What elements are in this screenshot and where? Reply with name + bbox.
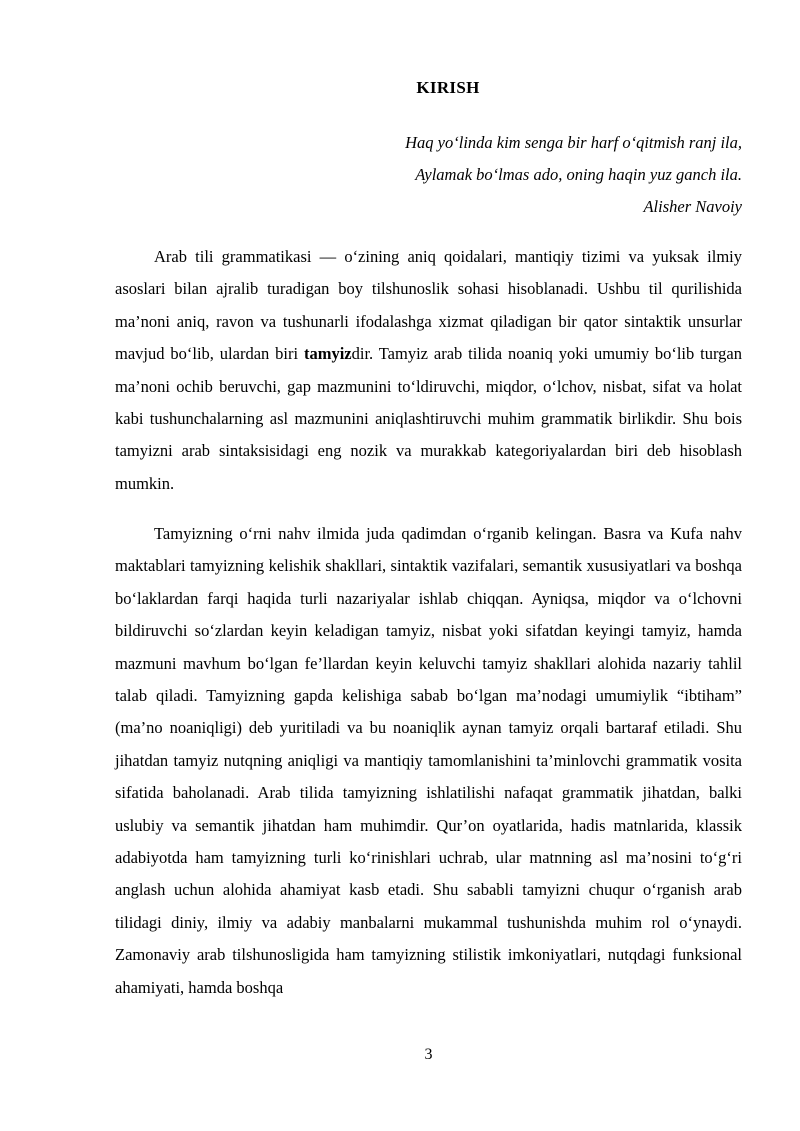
paragraph-1: [115, 241, 742, 500]
paragraph-2-block: [115, 518, 742, 1004]
page-number: 3: [424, 1046, 433, 1063]
paragraph-1-text-end: dir. Tamyiz arab tilida noaniq yoki umumiy bo‘lib turgan ma’noni ochib beruvchi, gap mazmunini to‘ldiruvchi, miqdor, o‘lchov, nisbat, sifat va holat kabi tushunchalarning asl mazmunini aniqlashtiruvchi muhim grammatik birlikdir. Shu bois tamyizni arab sintaksisidagi eng nozik va murakkab kategoriyalardan biri deb hisoblash mumkin.: [115, 344, 742, 493]
section-title: KIRISH: [416, 78, 480, 97]
epigraph-line-1: Haq yo‘linda kim senga bir harf o‘qitmish ranj ila,: [405, 133, 742, 152]
paragraph-2: Tamyizning o‘rni nahv ilmida juda qadimdan o‘rganib kelingan. Basra va Kufa nahv maktablari tamyizning kelishik shakllari, sintaktik vazifalari, semantik xususiyatlari va boshqa bo‘laklardan farqi haqida turli nazariyalar ishlab chiqqan. Ayniqsa, miqdor va o‘lchovni bildiruvchi so‘zlardan keyin keladigan tamyiz, nisbat yoki sifatdan keyingi tamyiz, hamda mazmuni mavhum bo‘lgan fe’llardan keyin keluvchi tamyiz shakllari alohida nazariy tahlil talab qiladi. Tamyizning gapda kelishiga sabab bo‘lgan ma’nodagi umumiylik “ibtiham” (ma’no noaniqligi) deb yuritiladi va bu noaniqlik aynan tamyiz orqali bartaraf etiladi. Shu jihatdan tamyiz nutqning aniqligi va mantiqiy tamomlanishini ta’minlovchi grammatik vosita sifatida baholanadi. Arab tilida tamyizning ishlatilishi nafaqat grammatik jihatdan, balki uslubiy va semantik jihatdan ham muhimdir. Qur’on oyatlarida, hadis matnlarida, klassik adabiyotda ham tamyizning turli ko‘rinishlari uchrab, ular matnning asl ma’nosini to‘g‘ri anglash uchun alohida ahamiyat kasb etadi. Shu sababli tamyizni chuqur o‘rganish arab tilidagi diniy, ilmiy va adabiy manbalarni mukammal tushunishda muhim rol o‘ynaydi. Zamonaviy arab tilshunosligida ham tamyizning stilistik imkoniyatlari, nutqdagi funksional ahamiyati, hamda boshqa: [115, 524, 742, 997]
paragraph-1-bold-term: tamyiz: [303, 344, 352, 364]
epigraph-line-2: Aylamak bo‘lmas ado, oning haqin yuz ganch ila.: [415, 165, 742, 184]
epigraph: [242, 127, 742, 223]
paragraph-1-block: [115, 241, 742, 500]
epigraph-author: Alisher Navoiy: [643, 197, 742, 216]
paragraph-1-text-start: Arab tili grammatikasi — o‘zining aniq qoidalari, mantiqiy tizimi va yuksak ilmiy asoslari bilan ajralib turadigan boy tilshunoslik sohasi hisoblanadi. Ushbu til qurilishida ma’noni aniq, ravon va tushunarli ifodalashga xizmat qiladigan bir qator sintaktik unsurlar mavjud bo‘lib, ulardan biri: [115, 247, 742, 364]
